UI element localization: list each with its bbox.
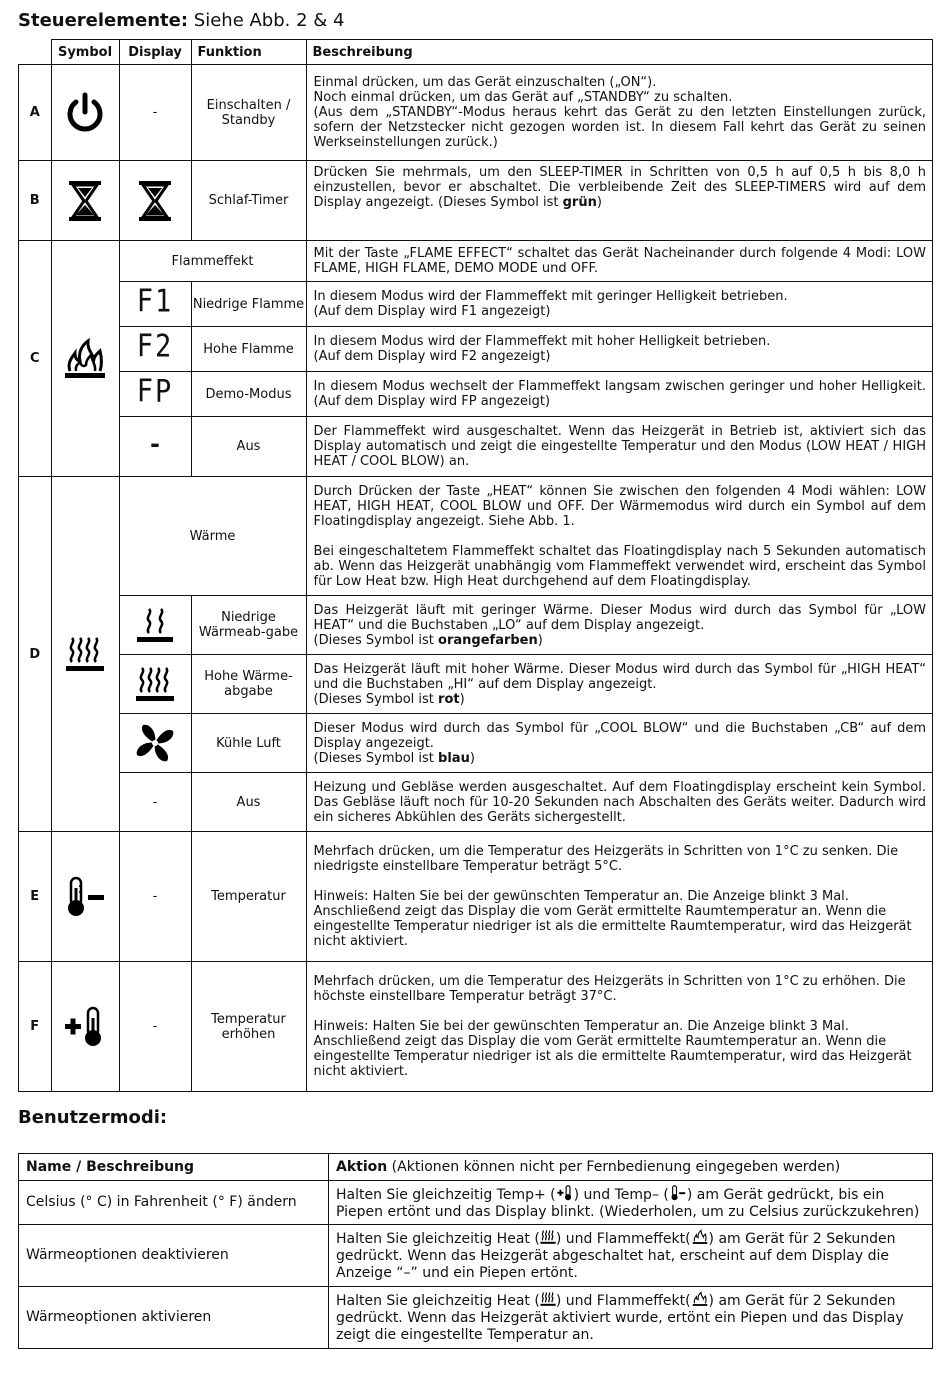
header-function: Funktion — [191, 40, 306, 65]
function-label: Hohe Flamme — [191, 327, 306, 372]
header-name: Name / Beschreibung — [19, 1154, 329, 1181]
row-letter: E — [19, 832, 52, 962]
description-text: Einmal drücken, um das Gerät einzuschalten („ON“). Noch einmal drücken, um das Gerät auf „STANDBY“ zu schalten. (Aus dem „STANDBY“-Modus heraus kehrt das Gerät zu den letzten Einstellungen zurück, sofern der Netzstecker nicht gezogen worden ist. In diesem Fall kehrt das Gerät zu seinen Werkseinstellungen zurück.) — [306, 65, 933, 161]
description-text: Der Flammeffekt wird ausgeschaltet. Wenn das Heizgerät in Betrieb ist, aktiviert sich das Display automatisch und zeigt die eingestellte Temperatur und den Modus (LOW HEAT / HIGH HEAT / COOL BLOW) an. — [306, 417, 933, 477]
header-action: Aktion (Aktionen können nicht per Fernbedienung eingegeben werden) — [329, 1154, 933, 1181]
display-value: - — [119, 832, 191, 962]
row-c-off — [19, 417, 933, 477]
function-label: Flammeffekt — [119, 241, 306, 282]
row-f — [19, 962, 933, 1092]
description-text: Das Heizgerät läuft mit geringer Wärme. Dieser Modus wird durch das Symbol für „LOW HEAT“ und die Buchstaben „LO“ auf dem Display angezeigt. (Dieses Symbol ist orangefarben) — [306, 596, 933, 655]
flame-icon — [691, 1291, 709, 1307]
description-text: In diesem Modus wird der Flammeffekt mit geringer Helligkeit betrieben. (Auf dem Display wird F1 angezeigt) — [306, 282, 933, 327]
description-text: Durch Drücken der Taste „HEAT“ können Sie zwischen den folgenden 4 Modi wählen: LOW HEAT, HIGH HEAT, COOL BLOW und OFF. Der Wärmemodus wird durch ein Symbol auf dem Floatingdisplay angezeigt. Siehe Abb. 1. Bei eingeschaltetem Flammeffekt schaltet das Floatingdisplay nach 5 Sekunden automatisch ab. Wenn das Heizgerät unabhängig vom Flammeffekt verwendet wird, erscheint das Symbol für Low Heat bzw. High Heat durchgehend auf dem Floatingdisplay. — [306, 477, 933, 596]
temp-plus-icon — [556, 1185, 574, 1201]
high-heat-icon — [119, 655, 191, 714]
row-d-cool — [19, 714, 933, 773]
display-value: FP — [119, 372, 191, 417]
row-c-f2 — [19, 327, 933, 372]
function-label: Niedrige Wärmeab-gabe — [191, 596, 306, 655]
display-value: - — [119, 773, 191, 832]
description-text: In diesem Modus wird der Flammeffekt mit hoher Helligkeit betrieben. (Auf dem Display wird F2 angezeigt) — [306, 327, 933, 372]
display-value: - — [119, 962, 191, 1092]
header-symbol: Symbol — [51, 40, 119, 65]
description-text: In diesem Modus wechselt der Flammeffekt langsam zwischen geringer und hoher Helligkeit. (Auf dem Display wird FP angezeigt) — [306, 372, 933, 417]
description-text: Drücken Sie mehrmals, um den SLEEP-TIMER in Schritten von 0,5 h auf 0,5 h bis 8,0 h einzustellen, bevor er abschaltet. Die verbleibende Zeit des SLEEP-TIMERS wird auf dem Display angezeigt. (Dieses Symbol ist grün) — [306, 161, 933, 241]
function-label: Demo-Modus — [191, 372, 306, 417]
description-text: Heizung und Gebläse werden ausgeschaltet. Auf dem Floatingdisplay erscheint kein Symbol. Das Gebläse läuft noch für 10-20 Sekunden nach Abschalten des Geräts weiter. Dadurch wird ein sicheres Abkühlen des Geräts sichergestellt. — [306, 773, 933, 832]
function-label: Kühle Luft — [191, 714, 306, 773]
mode-action: Halten Sie gleichzeitig Heat ( ) und Flammeffekt( ) am Gerät für 2 Sekunden gedrückt. Wenn das Heizgerät aktiviert wurde, ertönt ein Piepen und das Display zeigt die eingestellte Temperatur an. — [329, 1287, 933, 1349]
row-d-main — [19, 477, 933, 596]
display-value: F1 — [119, 282, 191, 327]
row-letter: F — [19, 962, 52, 1092]
function-label: Aus — [191, 417, 306, 477]
hourglass-display-icon — [119, 161, 191, 241]
header-display: Display — [119, 40, 191, 65]
table-header-row — [19, 1154, 933, 1181]
page-title: Steuerelemente: Siehe Abb. 2 & 4 — [18, 10, 345, 31]
function-label: Schlaf-Timer — [191, 161, 306, 241]
power-icon — [51, 65, 119, 161]
display-value: - — [119, 65, 191, 161]
temp-minus-icon — [51, 832, 119, 962]
table-row — [19, 1287, 933, 1349]
function-label: Temperatur — [191, 832, 306, 962]
description-text: Mehrfach drücken, um die Temperatur des Heizgeräts in Schritten von 1°C zu erhöhen. Die höchste einstellbare Temperatur beträgt 37°C. Hinweis: Halten Sie bei der gewünschten Temperatur an. Die Anzeige blinkt 3 Mal. Anschließend zeigt das Display die vom Gerät ermittelte Raumtemperatur an. Wenn die eingestellte Temperatur niedriger ist als die ermittelte Raumtemperatur, wird das Heizgerät nicht aktiviert. — [306, 962, 933, 1092]
header-description: Beschreibung — [306, 40, 933, 65]
function-label: Wärme — [119, 477, 306, 596]
row-d-off — [19, 773, 933, 832]
user-modes-table — [18, 1153, 933, 1349]
display-value: F2 — [119, 327, 191, 372]
temp-plus-icon — [51, 962, 119, 1092]
hourglass-icon — [51, 161, 119, 241]
row-a — [19, 65, 933, 161]
row-c-f1 — [19, 282, 933, 327]
heat-icon — [540, 1229, 556, 1245]
mode-name: Wärmeoptionen aktivieren — [19, 1287, 329, 1349]
display-value: - — [119, 417, 191, 477]
mode-action: Halten Sie gleichzeitig Temp+ ( ) und Temp– ( ) am Gerät gedrückt, bis ein Piepen ertönt und das Display blinkt. (Wiederholen, um zu Celsius zurückzukehren) — [329, 1181, 933, 1225]
function-label: Einschalten / Standby — [191, 65, 306, 161]
mode-name: Wärmeoptionen deaktivieren — [19, 1225, 329, 1287]
mode-action: Halten Sie gleichzeitig Heat ( ) und Flammeffekt( ) am Gerät für 2 Sekunden gedrückt. Wenn das Heizgerät abgeschaltet hat, erscheint auf dem Display die Anzeige “–” und ein Piepen ertönt. — [329, 1225, 933, 1287]
row-d-low — [19, 596, 933, 655]
row-c-main — [19, 241, 933, 282]
heat-icon — [51, 477, 119, 832]
row-b — [19, 161, 933, 241]
temp-minus-icon — [669, 1185, 687, 1201]
function-label: Niedrige Flamme — [191, 282, 306, 327]
flame-icon — [51, 241, 119, 477]
row-letter: A — [19, 65, 52, 161]
section-title: Benutzermodi: — [18, 1107, 168, 1128]
function-label: Temperatur erhöhen — [191, 962, 306, 1092]
low-heat-icon — [119, 596, 191, 655]
controls-table — [18, 39, 933, 1092]
description-text: Dieser Modus wird durch das Symbol für „COOL BLOW“ und die Buchstaben „CB“ auf dem Display angezeigt. (Dieses Symbol ist blau) — [306, 714, 933, 773]
row-letter: B — [19, 161, 52, 241]
row-d-high — [19, 655, 933, 714]
row-letter: D — [19, 477, 52, 832]
description-text: Mehrfach drücken, um die Temperatur des Heizgeräts in Schritten von 1°C zu senken. Die niedrigste einstellbare Temperatur beträgt 5°C. Hinweis: Halten Sie bei der gewünschten Temperatur an. Die Anzeige blinkt 3 Mal. Anschließend zeigt das Display die vom Gerät ermittelte Raumtemperatur an. Wenn die eingestellte Temperatur niedriger ist als die ermittelte Raumtemperatur, wird das Heizgerät nicht aktiviert. — [306, 832, 933, 962]
row-letter: C — [19, 241, 52, 477]
description-text: Das Heizgerät läuft mit hoher Wärme. Dieser Modus wird durch das Symbol für „HIGH HEAT“ und die Buchstaben „HI“ auf dem Display angezeigt. (Dieses Symbol ist rot) — [306, 655, 933, 714]
heat-icon — [540, 1291, 556, 1307]
table-row — [19, 1225, 933, 1287]
row-e — [19, 832, 933, 962]
row-c-fp — [19, 372, 933, 417]
function-label: Aus — [191, 773, 306, 832]
fan-icon — [119, 714, 191, 773]
function-label: Hohe Wärme-abgabe — [191, 655, 306, 714]
table-row — [19, 1181, 933, 1225]
flame-icon — [691, 1229, 709, 1245]
mode-name: Celsius (° C) in Fahrenheit (° F) ändern — [19, 1181, 329, 1225]
description-text: Mit der Taste „FLAME EFFECT“ schaltet das Gerät Nacheinander durch folgende 4 Modi: LOW FLAME, HIGH FLAME, DEMO MODE und OFF. — [306, 241, 933, 282]
table-header-row — [19, 40, 933, 65]
